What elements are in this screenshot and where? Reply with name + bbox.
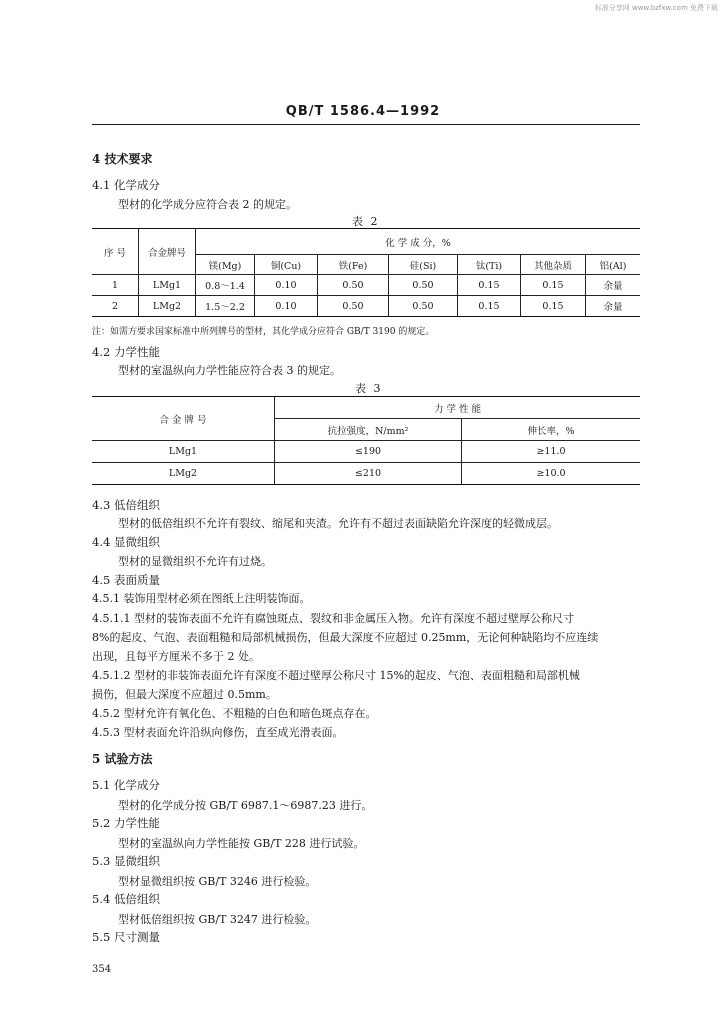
section-4-5-1-1-line: 出现，且每平方厘米不多于 2 处。 bbox=[92, 650, 260, 663]
table-2 bbox=[92, 228, 640, 317]
table-2-header-element: 镁(Mg) bbox=[196, 255, 255, 275]
table-row bbox=[92, 463, 640, 485]
table-cell: 0.10 bbox=[255, 275, 318, 296]
table-cell: 0.15 bbox=[521, 275, 586, 296]
table-2-header-element: 钛(Ti) bbox=[458, 255, 521, 275]
section-5-1-text: 型材的化学成分按 GB/T 6987.1～6987.23 进行。 bbox=[118, 799, 373, 812]
section-4-1-heading: 4.1 化学成分 bbox=[92, 178, 160, 192]
table-3-header-elongation: 伸长率，% bbox=[462, 419, 641, 441]
table-cell: LMg1 bbox=[92, 441, 275, 463]
section-4-5-1-1-line: 4.5.1.1 型材的装饰表面不允许有腐蚀斑点、裂纹和非金属压入物。允许有深度不超过壁厚公称尺寸 bbox=[92, 612, 574, 625]
table-3-header-strength: 抗拉强度，N/mm² bbox=[275, 419, 462, 441]
header-rule bbox=[92, 124, 640, 125]
table-cell: 余量 bbox=[586, 275, 641, 296]
table-2-header-element: 铜(Cu) bbox=[255, 255, 318, 275]
table-row bbox=[92, 296, 640, 317]
section-4-5-1-2-line: 损伤，但最大深度不应超过 0.5mm。 bbox=[92, 688, 277, 701]
section-4-5-1-2-line: 4.5.1.2 型材的非装饰表面允许有深度不超过壁厚公称尺寸 15%的起皮、气泡、表面粗糙和局部机械 bbox=[92, 669, 580, 682]
table-cell: ≤190 bbox=[275, 441, 462, 463]
table-cell: 1.5～2.2 bbox=[196, 296, 255, 317]
table-cell: 0.8～1.4 bbox=[196, 275, 255, 296]
table-row bbox=[92, 275, 640, 296]
section-4-4-text: 型材的显微组织不允许有过烧。 bbox=[118, 555, 272, 568]
table-cell: 0.15 bbox=[458, 296, 521, 317]
table-2-header-seq: 序 号 bbox=[92, 229, 139, 275]
table-2-note: 注：如需方要求国家标准中所列牌号的型材，其化学成分应符合 GB/T 3190 的规定。 bbox=[92, 327, 435, 337]
table-3-caption: 表 3 bbox=[355, 382, 383, 395]
table-2-caption: 表 2 bbox=[352, 215, 380, 228]
table-cell: 0.50 bbox=[389, 275, 458, 296]
section-5-3-heading: 5.3 显微组织 bbox=[92, 854, 160, 868]
table-2-header-element: 其他杂质 bbox=[521, 255, 586, 275]
section-5-2-text: 型材的室温纵向力学性能按 GB/T 228 进行试验。 bbox=[118, 837, 365, 850]
table-cell: 0.50 bbox=[389, 296, 458, 317]
table-cell: 1 bbox=[92, 275, 139, 296]
section-5-4-text: 型材低倍组织按 GB/T 3247 进行检验。 bbox=[118, 913, 317, 926]
section-4-5-3-text: 4.5.3 型材表面允许沿纵向修伤，直至成光滑表面。 bbox=[92, 726, 344, 739]
table-cell: 0.50 bbox=[318, 296, 389, 317]
table-cell: 2 bbox=[92, 296, 139, 317]
table-2-header-composition: 化 学 成 分，% bbox=[196, 229, 641, 255]
section-4-5-heading: 4.5 表面质量 bbox=[92, 573, 160, 587]
table-cell: ≤210 bbox=[275, 463, 462, 485]
section-5-heading: 5 试验方法 bbox=[92, 752, 153, 766]
section-4-3-heading: 4.3 低倍组织 bbox=[92, 498, 160, 512]
section-4-3-text: 型材的低倍组织不允许有裂纹、缩尾和夹渣。允许有不超过表面缺陷允许深度的轻微成层。 bbox=[118, 517, 558, 530]
table-cell: 余量 bbox=[586, 296, 641, 317]
table-2-header-element: 铝(Al) bbox=[586, 255, 641, 275]
table-row bbox=[92, 441, 640, 463]
table-cell: ≥11.0 bbox=[462, 441, 641, 463]
page-number: 354 bbox=[92, 964, 112, 975]
standard-number: QB/T 1586.4—1992 bbox=[285, 104, 441, 119]
section-4-4-heading: 4.4 显微组织 bbox=[92, 535, 160, 549]
table-cell: LMg2 bbox=[92, 463, 275, 485]
table-3-header-alloy: 合 金 牌 号 bbox=[92, 397, 275, 441]
section-4-2-heading: 4.2 力学性能 bbox=[92, 345, 160, 359]
section-4-2-text: 型材的室温纵向力学性能应符合表 3 的规定。 bbox=[118, 364, 341, 377]
table-2-header-alloy: 合金牌号 bbox=[139, 229, 196, 275]
table-3 bbox=[92, 396, 640, 485]
table-cell: 0.15 bbox=[458, 275, 521, 296]
watermark: 标准分享网 www.bzfxw.com 免费下载 bbox=[594, 4, 718, 12]
section-4-5-2-text: 4.5.2 型材允许有氧化色、不粗糙的白色和暗色斑点存在。 bbox=[92, 707, 377, 720]
section-5-5-heading: 5.5 尺寸测量 bbox=[92, 930, 160, 944]
section-4-1-text: 型材的化学成分应符合表 2 的规定。 bbox=[118, 198, 297, 211]
section-4-5-1-1-line: 8%的起皮、气泡、表面粗糙和局部机械损伤，但最大深度不应超过 0.25mm，无论何种缺陷均不应连续 bbox=[92, 631, 599, 644]
table-2-header-element: 铁(Fe) bbox=[318, 255, 389, 275]
table-cell: 0.15 bbox=[521, 296, 586, 317]
section-5-3-text: 型材显微组织按 GB/T 3246 进行检验。 bbox=[118, 875, 317, 888]
table-cell: ≥10.0 bbox=[462, 463, 641, 485]
table-cell: LMg1 bbox=[139, 275, 196, 296]
table-cell: 0.10 bbox=[255, 296, 318, 317]
section-5-1-heading: 5.1 化学成分 bbox=[92, 778, 160, 792]
table-2-header-element: 硅(Si) bbox=[389, 255, 458, 275]
table-cell: LMg2 bbox=[139, 296, 196, 317]
table-cell: 0.50 bbox=[318, 275, 389, 296]
table-3-header-mechanical: 力 学 性 能 bbox=[275, 397, 641, 419]
section-5-4-heading: 5.4 低倍组织 bbox=[92, 892, 160, 906]
section-4-5-1-text: 4.5.1 装饰用型材必须在图纸上注明装饰面。 bbox=[92, 592, 311, 605]
section-4-heading: 4 技术要求 bbox=[92, 152, 153, 166]
section-5-2-heading: 5.2 力学性能 bbox=[92, 816, 160, 830]
